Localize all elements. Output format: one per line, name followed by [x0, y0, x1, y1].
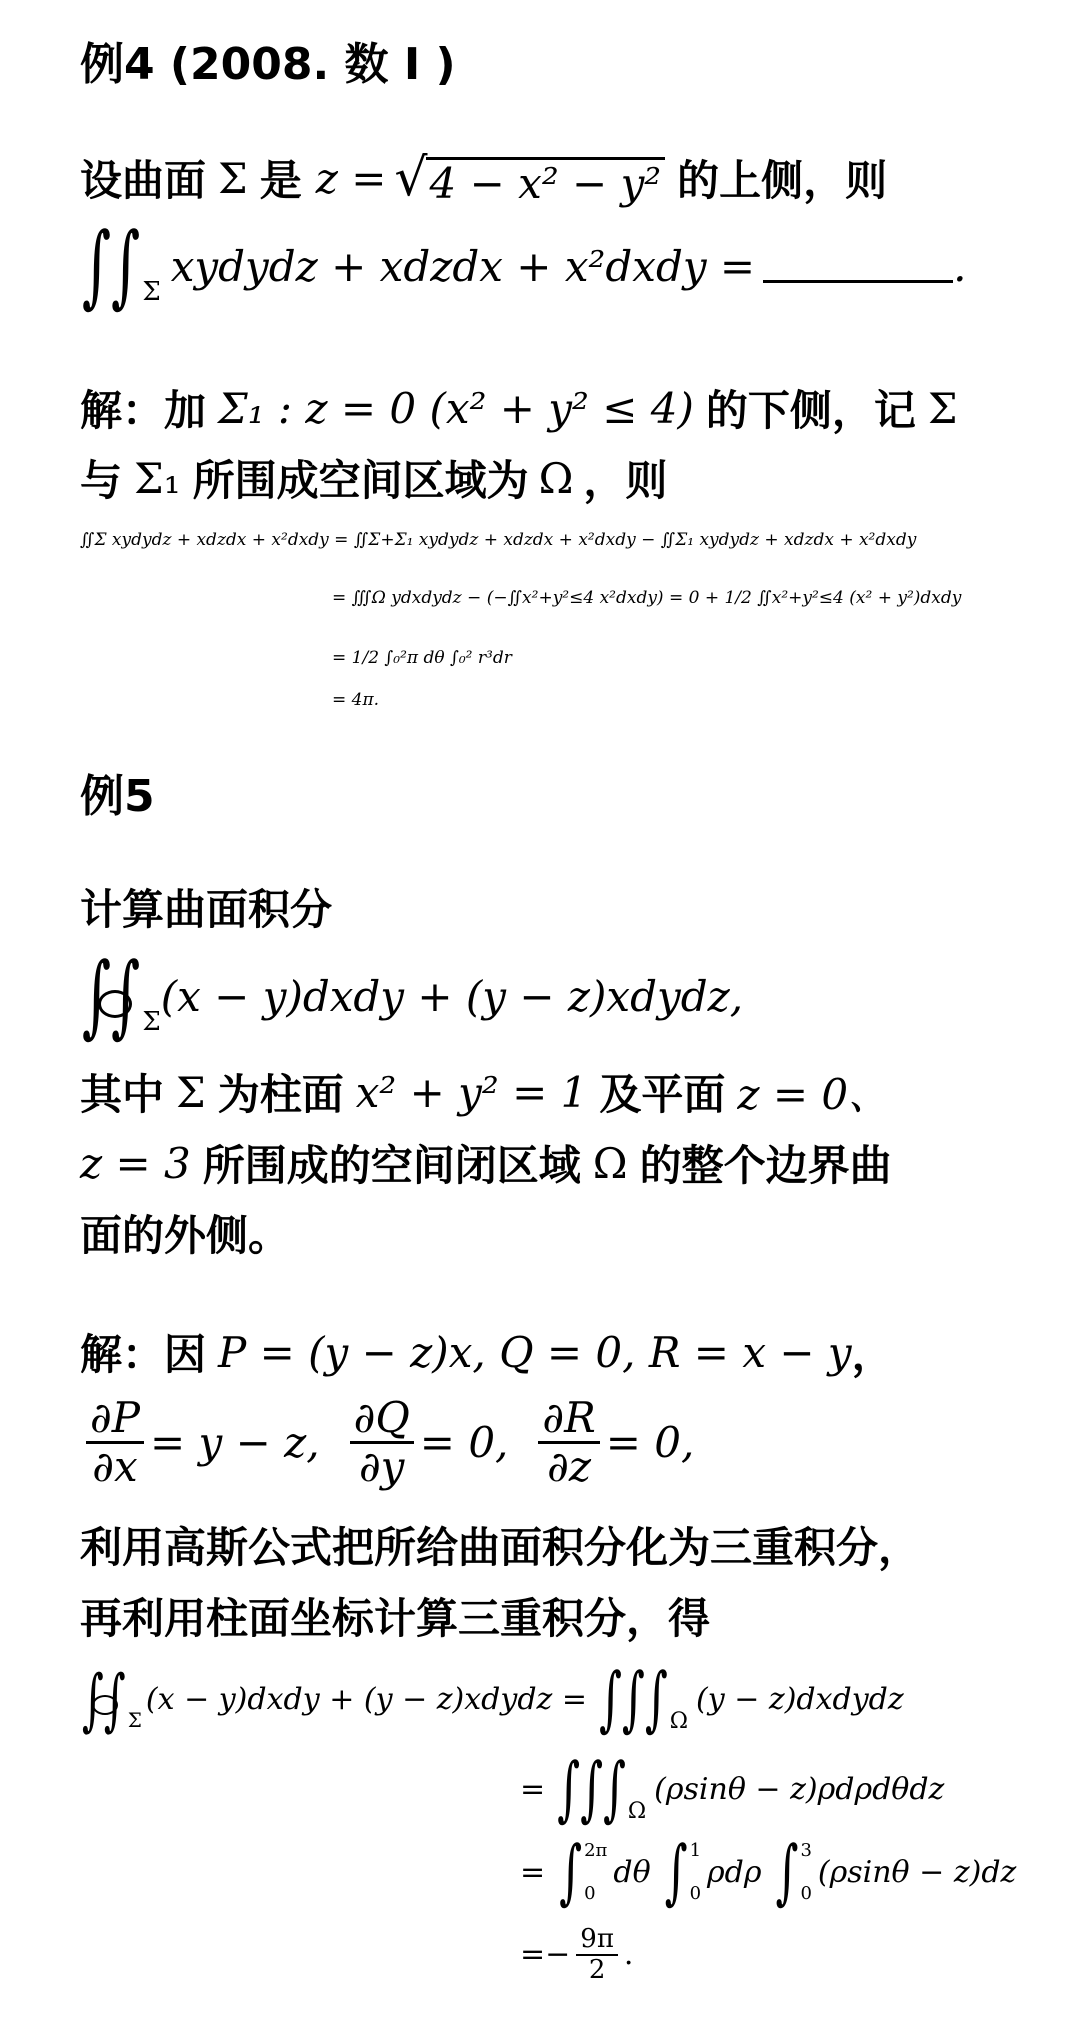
- upper-limit: 1: [689, 1840, 702, 1861]
- omega-symbol: Ω: [538, 453, 574, 503]
- math-expr: = 0,: [419, 1418, 509, 1468]
- math-expr: Σ₁ : z = 0 (x² + y² ≤ 4): [218, 383, 694, 433]
- math-expr: (ρsinθ − z)dz: [817, 1854, 1017, 1890]
- equals: =: [520, 1854, 546, 1890]
- integral-icon: ∫: [664, 1831, 688, 1913]
- integral-icon: ∫: [559, 1831, 583, 1913]
- closed-surface-integral-icon: ∫∫: [82, 944, 141, 1048]
- equals-minus: =−: [520, 1937, 571, 1973]
- radicand: 4 − x² − y²: [426, 157, 666, 208]
- lower-limit: 0: [584, 1883, 596, 1904]
- answer-blank: [763, 250, 953, 283]
- integral-subscript: Σ: [142, 277, 161, 307]
- math-expr: z = 3: [80, 1138, 191, 1188]
- integral-limits: [690, 1840, 701, 1904]
- period: .: [953, 241, 967, 291]
- denominator: ∂x: [92, 1442, 138, 1492]
- integral-subscript: Σ: [127, 1707, 142, 1732]
- example5-task: 计算曲面积分: [80, 885, 333, 934]
- example5-condition-line2: [80, 1133, 892, 1193]
- denominator: ∂z: [547, 1442, 591, 1492]
- example4-derivation-line1: ∬Σ xydydz + xdzdx + x²dxdy = ∬Σ+Σ₁ xydydz + xdzdx + x²dxdy − ∬Σ₁ xydydz + xdzdx + x²dxdy: [80, 530, 917, 550]
- math-expr: = y − z,: [149, 1418, 320, 1468]
- example5-integral: [80, 944, 744, 1048]
- example4-derivation-line2: = ∭Ω ydxdydz − (−∬x²+y²≤4 x²dxdy) = 0 + 1/2 ∬x²+y²≤4 (x² + y²)dxdy: [332, 588, 962, 608]
- example4-statement-line2: [80, 214, 967, 318]
- example5-result-line4: [520, 1925, 633, 1984]
- example4-derivation-line3: = 1/2 ∫₀²π dθ ∫₀² r³dr: [332, 648, 512, 668]
- triple-integral-icon: ∫∫∫: [599, 1658, 668, 1741]
- denominator: ∂y: [358, 1442, 405, 1492]
- integral-icon: ∫: [775, 1831, 799, 1913]
- text: ，则: [583, 456, 668, 505]
- fraction-dr-dz: [538, 1395, 599, 1490]
- double-integral-icon: ∫∫: [82, 214, 141, 318]
- math-expr: dθ: [613, 1854, 651, 1890]
- text: 设曲面: [80, 156, 207, 205]
- text: 与: [80, 456, 123, 505]
- fraction-dq-dy: [350, 1395, 414, 1490]
- integral-limits: [800, 1840, 811, 1904]
- example4-solution-line2: [80, 448, 667, 508]
- math-expr: (ρsinθ − z)ρdρdθdz: [654, 1772, 945, 1807]
- example5-result-line1: [80, 1658, 904, 1741]
- text: 的下侧，记: [705, 386, 916, 435]
- math-expr: x² + y² = 1: [355, 1067, 588, 1117]
- math-expr: ρdρ: [707, 1854, 762, 1890]
- example5-solution-line3: 再利用柱面坐标计算三重积分，得: [80, 1594, 711, 1643]
- text: 解：因: [80, 1330, 207, 1379]
- sqrt-expr: [394, 148, 665, 208]
- numerator: ∂P: [86, 1395, 144, 1444]
- math-expr: xydydz + xdzdx + x²dxdy =: [170, 241, 756, 291]
- sigma1-symbol: Σ₁: [134, 453, 181, 503]
- denominator: 2: [588, 1954, 606, 1985]
- sigma-symbol: Σ: [176, 1067, 206, 1117]
- math-expr: (x − y)dxdy + (y − z)xdydz,: [160, 971, 744, 1021]
- triple-integral-icon: ∫∫∫: [557, 1748, 626, 1831]
- example5-solution-line2: 利用高斯公式把所给曲面积分化为三重积分，: [80, 1523, 921, 1572]
- math-expr: = 0,: [605, 1418, 695, 1468]
- text: 解：加: [80, 386, 207, 435]
- omega-symbol: Ω: [592, 1138, 628, 1188]
- example4-title: 例4 (2008. 数 I ): [80, 39, 456, 90]
- math-expr: z =: [315, 153, 387, 203]
- period: .: [623, 1937, 634, 1973]
- sigma-symbol: Σ: [218, 153, 248, 203]
- numerator: 9π: [576, 1925, 618, 1956]
- text: 其中: [80, 1070, 165, 1119]
- math-expr: (y − z)dxdydz: [696, 1682, 904, 1717]
- integral-subscript: Σ: [142, 1007, 161, 1037]
- example5-condition-line3: 面的外侧。: [80, 1211, 291, 1260]
- sigma-symbol: Σ: [927, 383, 958, 433]
- closed-surface-integral-icon: ∫∫: [82, 1660, 126, 1739]
- example4-derivation-line4: = 4π.: [332, 690, 380, 710]
- fraction-dp-dx: [86, 1395, 144, 1490]
- lower-limit: 0: [689, 1883, 702, 1904]
- math-expr: P = (y − z)x, Q = 0, R = x − y: [218, 1327, 852, 1377]
- text: 及平面: [599, 1070, 726, 1119]
- integral-limits: [584, 1840, 607, 1904]
- upper-limit: 2π: [584, 1840, 608, 1861]
- math-expr: (x − y)dxdy + (y − z)xdydz =: [145, 1682, 587, 1717]
- text: 是: [259, 156, 302, 205]
- equals: =: [520, 1772, 546, 1807]
- integral-subscript: Ω: [627, 1799, 647, 1824]
- example4-statement-line1: [80, 148, 887, 208]
- example5-condition-line1: [80, 1062, 890, 1122]
- math-expr: z = 0、: [737, 1070, 891, 1119]
- text: ，: [851, 1330, 894, 1379]
- example5-title: 例5: [80, 771, 155, 822]
- sqrt-sign: √: [394, 148, 428, 208]
- example5-result-line3: [520, 1831, 1017, 1913]
- integral-subscript: Ω: [669, 1709, 689, 1734]
- lower-limit: 0: [800, 1883, 812, 1904]
- text: 所围成空间区域为: [192, 456, 529, 505]
- text: 为柱面: [217, 1070, 344, 1119]
- example5-solution-line1: [80, 1322, 894, 1382]
- numerator: ∂R: [538, 1395, 599, 1444]
- text: 所围成的空间闭区域: [202, 1141, 581, 1190]
- example4-solution-line1: [80, 378, 958, 438]
- upper-limit: 3: [800, 1840, 812, 1861]
- text: 的上侧，则: [677, 156, 888, 205]
- example5-partials: [80, 1395, 694, 1490]
- fraction-9pi-2: [576, 1925, 618, 1984]
- text: 的整个边界曲: [639, 1141, 892, 1190]
- example5-result-line2: [520, 1748, 945, 1831]
- numerator: ∂Q: [350, 1395, 414, 1444]
